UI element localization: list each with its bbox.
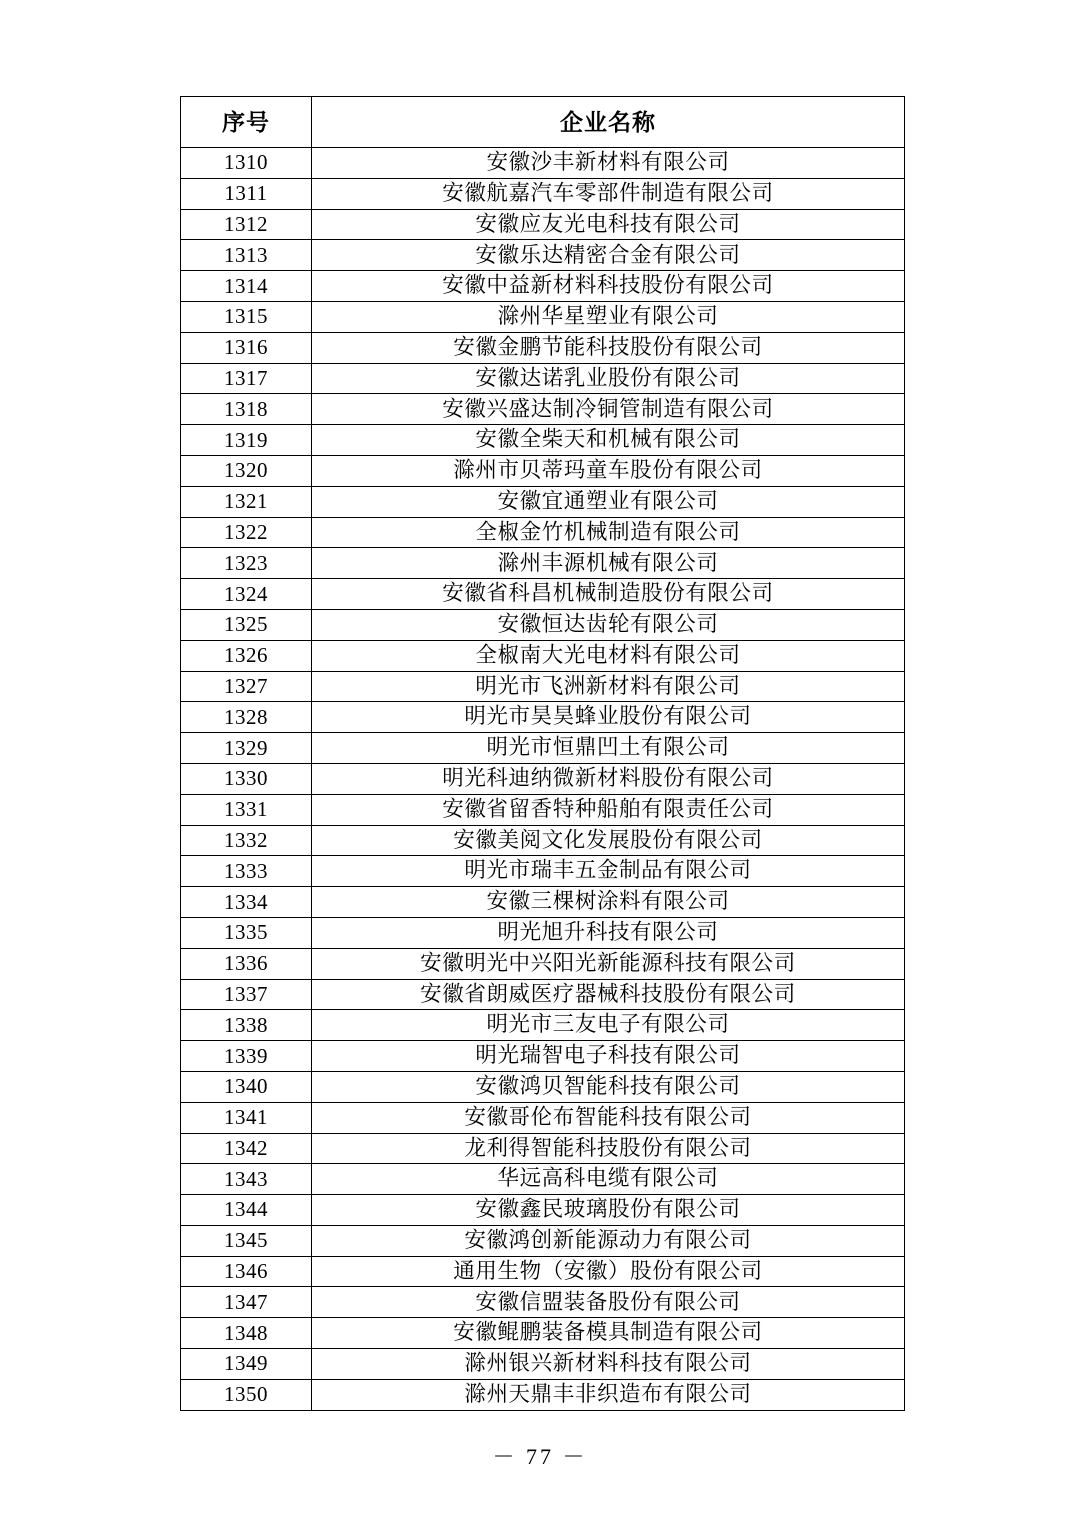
cell-index: 1342 bbox=[181, 1133, 312, 1164]
cell-enterprise-name: 安徽金鹏节能科技股份有限公司 bbox=[312, 332, 905, 363]
cell-enterprise-name: 明光市昊昊蜂业股份有限公司 bbox=[312, 702, 905, 733]
table-row bbox=[181, 209, 905, 240]
cell-enterprise-name: 龙利得智能科技股份有限公司 bbox=[312, 1133, 905, 1164]
cell-enterprise-name: 安徽应友光电科技有限公司 bbox=[312, 209, 905, 240]
cell-enterprise-name: 滁州华星塑业有限公司 bbox=[312, 301, 905, 332]
column-header-name: 企业名称 bbox=[312, 97, 905, 148]
cell-enterprise-name: 滁州市贝蒂玛童车股份有限公司 bbox=[312, 455, 905, 486]
cell-enterprise-name: 安徽省朗威医疗器械科技股份有限公司 bbox=[312, 979, 905, 1010]
enterprise-list-table-wrapper bbox=[180, 96, 904, 1411]
table-row bbox=[181, 425, 905, 456]
table-header bbox=[181, 97, 905, 148]
cell-enterprise-name: 安徽恒达齿轮有限公司 bbox=[312, 609, 905, 640]
column-header-index: 序号 bbox=[181, 97, 312, 148]
page-number: － 77 － bbox=[492, 1444, 588, 1469]
cell-index: 1334 bbox=[181, 887, 312, 918]
cell-index: 1326 bbox=[181, 640, 312, 671]
table-row bbox=[181, 1195, 905, 1226]
cell-enterprise-name: 明光市三友电子有限公司 bbox=[312, 1010, 905, 1041]
table-row bbox=[181, 702, 905, 733]
table-row bbox=[181, 1379, 905, 1410]
cell-index: 1331 bbox=[181, 794, 312, 825]
table-row bbox=[181, 887, 905, 918]
cell-enterprise-name: 全椒金竹机械制造有限公司 bbox=[312, 517, 905, 548]
cell-index: 1324 bbox=[181, 579, 312, 610]
cell-index: 1345 bbox=[181, 1225, 312, 1256]
table-row bbox=[181, 1071, 905, 1102]
cell-index: 1310 bbox=[181, 148, 312, 179]
cell-enterprise-name: 安徽鑫民玻璃股份有限公司 bbox=[312, 1195, 905, 1226]
cell-enterprise-name: 滁州银兴新材料科技有限公司 bbox=[312, 1349, 905, 1380]
cell-enterprise-name: 安徽哥伦布智能科技有限公司 bbox=[312, 1102, 905, 1133]
cell-index: 1312 bbox=[181, 209, 312, 240]
table-row bbox=[181, 148, 905, 179]
cell-enterprise-name: 明光科迪纳微新材料股份有限公司 bbox=[312, 763, 905, 794]
cell-enterprise-name: 全椒南大光电材料有限公司 bbox=[312, 640, 905, 671]
table-row bbox=[181, 1164, 905, 1195]
table-row bbox=[181, 763, 905, 794]
cell-enterprise-name: 安徽乐达精密合金有限公司 bbox=[312, 240, 905, 271]
table-row bbox=[181, 517, 905, 548]
table-row bbox=[181, 1349, 905, 1380]
cell-index: 1317 bbox=[181, 363, 312, 394]
cell-enterprise-name: 安徽鲲鹏装备模具制造有限公司 bbox=[312, 1318, 905, 1349]
table-header-row bbox=[181, 97, 905, 148]
cell-index: 1318 bbox=[181, 394, 312, 425]
table-row bbox=[181, 671, 905, 702]
cell-index: 1328 bbox=[181, 702, 312, 733]
cell-enterprise-name: 华远高科电缆有限公司 bbox=[312, 1164, 905, 1195]
cell-enterprise-name: 通用生物（安徽）股份有限公司 bbox=[312, 1256, 905, 1287]
cell-enterprise-name: 安徽信盟装备股份有限公司 bbox=[312, 1287, 905, 1318]
cell-enterprise-name: 安徽三棵树涂料有限公司 bbox=[312, 887, 905, 918]
table-row bbox=[181, 579, 905, 610]
cell-index: 1332 bbox=[181, 825, 312, 856]
table-row bbox=[181, 363, 905, 394]
cell-enterprise-name: 安徽沙丰新材料有限公司 bbox=[312, 148, 905, 179]
cell-enterprise-name: 明光旭升科技有限公司 bbox=[312, 917, 905, 948]
cell-index: 1348 bbox=[181, 1318, 312, 1349]
cell-index: 1319 bbox=[181, 425, 312, 456]
table-row bbox=[181, 948, 905, 979]
cell-index: 1323 bbox=[181, 548, 312, 579]
cell-index: 1344 bbox=[181, 1195, 312, 1226]
cell-index: 1346 bbox=[181, 1256, 312, 1287]
table-row bbox=[181, 1102, 905, 1133]
cell-enterprise-name: 安徽鸿贝智能科技有限公司 bbox=[312, 1071, 905, 1102]
cell-index: 1315 bbox=[181, 301, 312, 332]
cell-index: 1339 bbox=[181, 1041, 312, 1072]
cell-index: 1336 bbox=[181, 948, 312, 979]
table-row bbox=[181, 640, 905, 671]
enterprise-list-table bbox=[180, 96, 905, 1411]
table-row bbox=[181, 240, 905, 271]
table-row bbox=[181, 178, 905, 209]
table-row bbox=[181, 1287, 905, 1318]
table-row bbox=[181, 301, 905, 332]
cell-index: 1327 bbox=[181, 671, 312, 702]
cell-index: 1349 bbox=[181, 1349, 312, 1380]
table-row bbox=[181, 1041, 905, 1072]
cell-index: 1335 bbox=[181, 917, 312, 948]
cell-enterprise-name: 安徽省留香特种船舶有限责任公司 bbox=[312, 794, 905, 825]
cell-enterprise-name: 安徽全柴天和机械有限公司 bbox=[312, 425, 905, 456]
cell-enterprise-name: 安徽美阅文化发展股份有限公司 bbox=[312, 825, 905, 856]
cell-index: 1340 bbox=[181, 1071, 312, 1102]
cell-index: 1350 bbox=[181, 1379, 312, 1410]
cell-index: 1316 bbox=[181, 332, 312, 363]
cell-index: 1311 bbox=[181, 178, 312, 209]
table-row bbox=[181, 794, 905, 825]
cell-index: 1322 bbox=[181, 517, 312, 548]
cell-enterprise-name: 安徽航嘉汽车零部件制造有限公司 bbox=[312, 178, 905, 209]
cell-enterprise-name: 安徽兴盛达制冷铜管制造有限公司 bbox=[312, 394, 905, 425]
table-row bbox=[181, 271, 905, 302]
cell-index: 1325 bbox=[181, 609, 312, 640]
table-row bbox=[181, 825, 905, 856]
cell-index: 1333 bbox=[181, 856, 312, 887]
table-row bbox=[181, 1225, 905, 1256]
cell-index: 1313 bbox=[181, 240, 312, 271]
table-row bbox=[181, 548, 905, 579]
table-row bbox=[181, 1010, 905, 1041]
table-row bbox=[181, 486, 905, 517]
table-row bbox=[181, 455, 905, 486]
cell-index: 1320 bbox=[181, 455, 312, 486]
cell-index: 1337 bbox=[181, 979, 312, 1010]
table-row bbox=[181, 917, 905, 948]
cell-index: 1314 bbox=[181, 271, 312, 302]
cell-enterprise-name: 滁州丰源机械有限公司 bbox=[312, 548, 905, 579]
cell-index: 1329 bbox=[181, 733, 312, 764]
cell-enterprise-name: 安徽明光中兴阳光新能源科技有限公司 bbox=[312, 948, 905, 979]
table-row bbox=[181, 733, 905, 764]
cell-enterprise-name: 安徽省科昌机械制造股份有限公司 bbox=[312, 579, 905, 610]
cell-enterprise-name: 明光市恒鼎凹土有限公司 bbox=[312, 733, 905, 764]
cell-index: 1347 bbox=[181, 1287, 312, 1318]
table-row bbox=[181, 332, 905, 363]
cell-enterprise-name: 明光瑞智电子科技有限公司 bbox=[312, 1041, 905, 1072]
cell-index: 1338 bbox=[181, 1010, 312, 1041]
cell-enterprise-name: 安徽中益新材料科技股份有限公司 bbox=[312, 271, 905, 302]
cell-enterprise-name: 安徽宜通塑业有限公司 bbox=[312, 486, 905, 517]
cell-enterprise-name: 安徽鸿创新能源动力有限公司 bbox=[312, 1225, 905, 1256]
cell-enterprise-name: 滁州天鼎丰非织造布有限公司 bbox=[312, 1379, 905, 1410]
cell-enterprise-name: 明光市飞洲新材料有限公司 bbox=[312, 671, 905, 702]
table-body bbox=[181, 148, 905, 1411]
cell-index: 1341 bbox=[181, 1102, 312, 1133]
cell-index: 1321 bbox=[181, 486, 312, 517]
cell-index: 1343 bbox=[181, 1164, 312, 1195]
table-row bbox=[181, 979, 905, 1010]
cell-enterprise-name: 安徽达诺乳业股份有限公司 bbox=[312, 363, 905, 394]
cell-index: 1330 bbox=[181, 763, 312, 794]
table-row bbox=[181, 1318, 905, 1349]
table-row bbox=[181, 609, 905, 640]
table-row bbox=[181, 856, 905, 887]
cell-enterprise-name: 明光市瑞丰五金制品有限公司 bbox=[312, 856, 905, 887]
table-row bbox=[181, 394, 905, 425]
table-row bbox=[181, 1133, 905, 1164]
table-row bbox=[181, 1256, 905, 1287]
